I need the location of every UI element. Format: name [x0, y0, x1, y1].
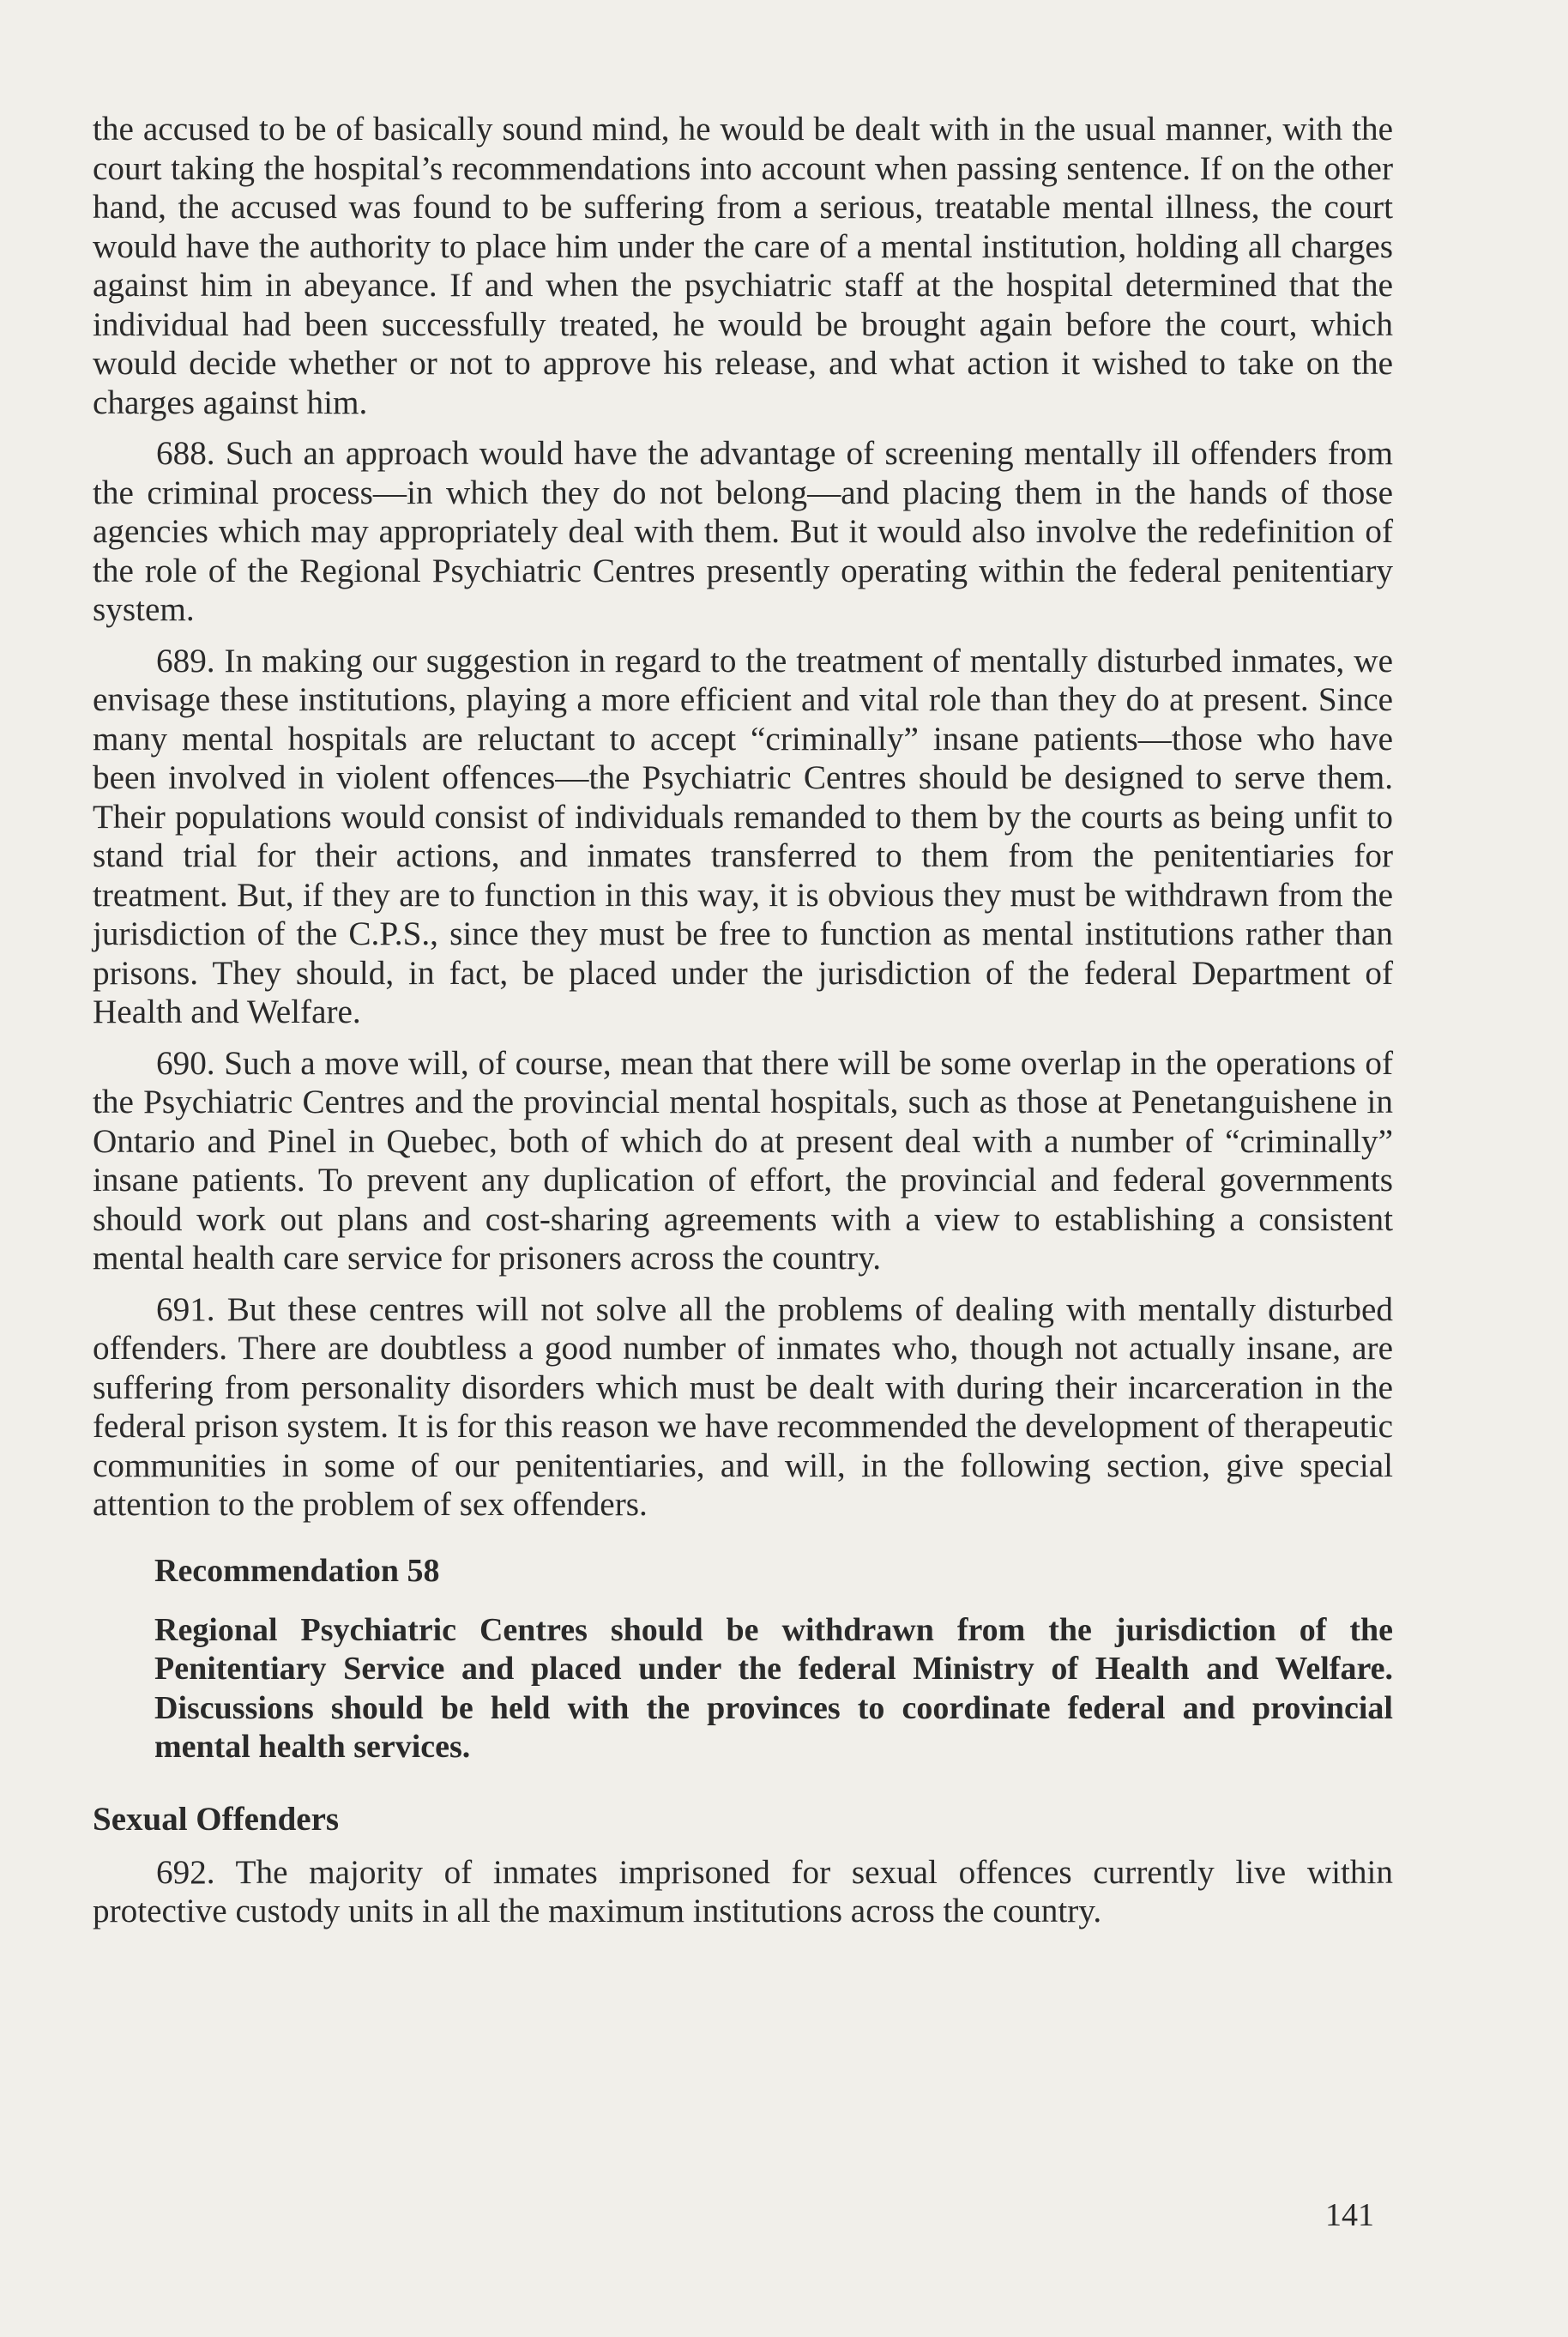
paragraph-690: 690. Such a move will, of course, mean that there will be some overlap in the operations of the Psychiatric Centres and the provincial mental hospitals, such as those at Penetanguishene in Ontario and Pinel in Quebec, both of which do at present deal with a number of “criminally” insane patients. To prevent any duplication of effort, the provincial and federal governments should work out plans and cost-sharing agreements with a view to establishing a consistent mental health care service for prisoners across the country.: [93, 1044, 1393, 1277]
page-content: [93, 110, 1393, 1943]
paragraph-continued: the accused to be of basically sound mind, he would be dealt with in the usual manner, with the court taking the hospital’s recommendations into account when passing sentence. If on the other hand, the accused was found to be suffering from a serious, treatable mental illness, the court would have the authority to place him under the care of a mental institution, holding all charges against him in abeyance. If and when the psychiatric staff at the hospital determined that the individual had been successfully treated, he would be brought again before the court, which would decide whether or not to approve his release, and what action it wished to take on the charges against him.: [93, 111, 1393, 421]
recommendation-block: [154, 1552, 1393, 1767]
page-number: 141: [1325, 2197, 1374, 2233]
paragraph-688: 688. Such an approach would have the advantage of screening mentally ill offenders from the criminal process—in which they do not belong—and placing them in the hands of those agencies which may appropriately deal with them. But it would also involve the redefinition of the role of the Regional Psychiatric Centres presently operating within the federal penitentiary system.: [93, 435, 1393, 628]
paragraph-692: 692. The majority of inmates imprisoned for sexual offences currently live within protective custody units in all the maximum institutions across the country.: [93, 1853, 1393, 1929]
section-heading: Sexual Offenders: [93, 1800, 340, 1838]
recommendation-text: Regional Psychiatric Centres should be withdrawn from the jurisdiction of the Penitentiary Service and placed under the federal Ministry of Health and Welfare. Discussions should be held with the provinces to coordinate federal and provincial mental health services.: [154, 1611, 1393, 1765]
recommendation-title: Recommendation 58: [154, 1552, 440, 1589]
paragraph-691: 691. But these centres will not solve all the problems of dealing with mentally disturbed offenders. There are doubtless a good number of inmates who, though not actually insane, are suffering from personality disorders which must be dealt with during their incarceration in the federal prison system. It is for this reason we have recommended the development of therapeutic communities in some of our penitentiaries, and will, in the following section, give special attention to the problem of sex offenders.: [93, 1290, 1393, 1523]
paragraph-689: 689. In making our suggestion in regard to the treatment of mentally disturbed inmates, we envisage these institutions, playing a more efficient and vital role than they do at present. Since many mental hospitals are reluctant to accept “criminally” insane patients—those who have been involved in violent offences—the Psychiatric Centres should be designed to serve them. Their populations would consist of individuals remanded to them by the courts as being unfit to stand trial for their actions, and inmates transferred to them from the penitentiaries for treatment. But, if they are to function in this way, it is obvious they must be withdrawn from the jurisdiction of the C.P.S., since they must be free to function as mental institutions rather than prisons. They should, in fact, be placed under the jurisdiction of the federal Department of Health and Welfare.: [93, 642, 1393, 1030]
